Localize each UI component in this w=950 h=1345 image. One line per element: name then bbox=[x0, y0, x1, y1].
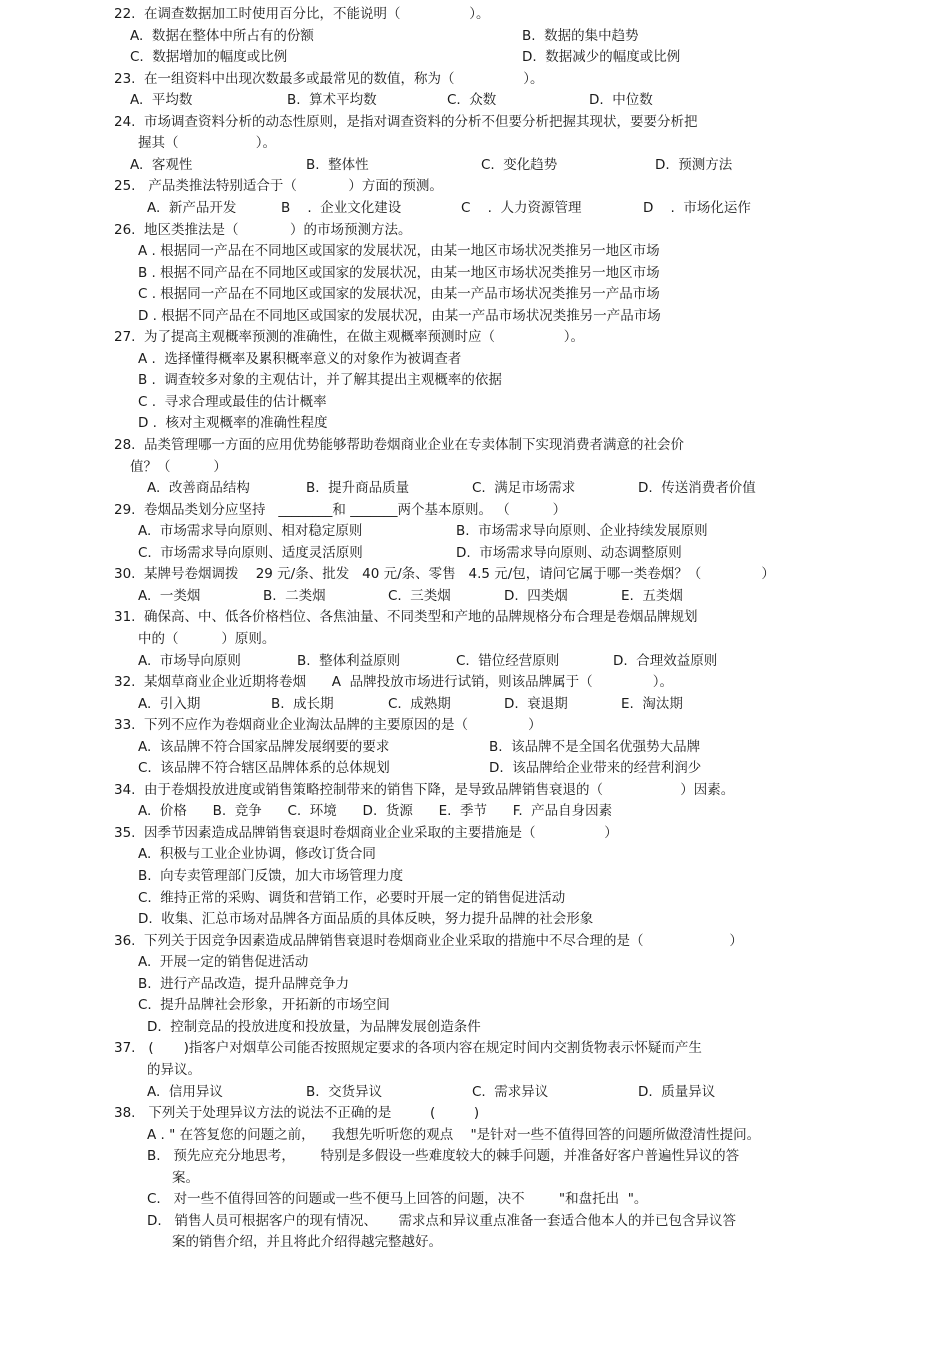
question-text: C . 人力资源管理 bbox=[461, 199, 582, 216]
question-text: C. 三类烟 bbox=[388, 587, 451, 604]
question-stem: 38. 下列关于处理异议方法的说法不正确的是 ( ) bbox=[114, 1105, 480, 1122]
question-stem: 23. 在一组资料中出现次数最多或最常见的数值，称为（ ）。 bbox=[114, 70, 544, 87]
question-text: A . 选择懂得概率及累积概率意义的对象作为被调查者 bbox=[138, 350, 462, 367]
question-text: B . 根据不同产品在不同地区或国家的发展状况，由某一地区市场状况类推另一地区市场 bbox=[138, 264, 660, 281]
question-stem: 29. 卷烟品类划分应坚持 ________和 _______两个基本原则。 （ ） bbox=[114, 501, 567, 518]
question-stem: 34. 由于卷烟投放进度或销售策略控制带来的销售下降，是导致品牌销售衰退的（ ）因素。 bbox=[114, 781, 735, 798]
question-stem: 35. 因季节因素造成品牌销售衰退时卷烟商业企业采取的主要措施是（ ） bbox=[114, 824, 618, 841]
question-text: D . 市场化运作 bbox=[643, 199, 751, 216]
question-text: D. 市场需求导向原则、动态调整原则 bbox=[456, 544, 682, 561]
question-text: A. 客观性 bbox=[130, 156, 193, 173]
question-stem: 36. 下列关于因竞争因素造成品牌销售衰退时卷烟商业企业采取的措施中不尽合理的是（ ） bbox=[114, 932, 743, 949]
question-stem: 32. 某烟草商业企业近期将卷烟 A 品牌投放市场进行试销，则该品牌属于（ ）。 bbox=[114, 674, 673, 691]
question-text: D. 控制竞品的投放进度和投放量，为品牌发展创造条件 bbox=[147, 1018, 481, 1035]
question-text: C. 数据增加的幅度或比例 bbox=[130, 49, 288, 66]
question-text: A. 新产品开发 bbox=[147, 199, 237, 216]
question-text: D. 四类烟 bbox=[504, 587, 568, 604]
question-text: B. 预先应充分地思考， 特别是多假设一些难度较大的棘手问题，并准备好客户普遍性异议的答 bbox=[147, 1148, 740, 1165]
question-text: D. 收集、汇总市场对品牌各方面品质的具体反映，努力提升品牌的社会形象 bbox=[138, 911, 594, 928]
question-stem: 30. 某牌号卷烟调拨 29 元/条、批发 40 元/条、零售 4.5 元/包，请问它属于哪一类卷烟？（ ） bbox=[114, 566, 775, 583]
question-text: E. 淘汰期 bbox=[621, 695, 683, 712]
question-text: E. 五类烟 bbox=[621, 587, 683, 604]
question-text: C. 满足市场需求 bbox=[472, 480, 576, 497]
question-text: D. 衰退期 bbox=[504, 695, 568, 712]
question-text: D . 根据不同产品在不同地区或国家的发展状况，由某一产品市场状况类推另一产品市场 bbox=[138, 307, 661, 324]
question-text: D. 质量异议 bbox=[638, 1083, 716, 1100]
question-text: D. 销售人员可根据客户的现有情况、 需求点和异议重点准备一套适合他本人的并已包含异议答 bbox=[147, 1212, 737, 1229]
question-text: C. 该品牌不符合辖区品牌体系的总体规划 bbox=[138, 760, 390, 777]
question-text: B. 该品牌不是全国名优强势大品牌 bbox=[489, 738, 701, 755]
question-text: D. 预测方法 bbox=[655, 156, 733, 173]
question-text: 值？（ ） bbox=[130, 458, 227, 475]
question-text: A. 积极与工业企业协调，修改订货合同 bbox=[138, 846, 376, 863]
question-text: A. 价格 B. 竞争 C. 环境 D. 货源 E. 季节 F. 产品自身因素 bbox=[138, 803, 613, 820]
question-text: B. 二类烟 bbox=[263, 587, 326, 604]
question-text: D. 传送消费者价值 bbox=[638, 480, 756, 497]
question-text: A. 一类烟 bbox=[138, 587, 201, 604]
question-text: B. 向专卖管理部门反馈，加大市场管理力度 bbox=[138, 868, 404, 884]
question-text: B. 进行产品改造，提升品牌竞争力 bbox=[138, 975, 350, 992]
question-stem: 37. ( )指客户对烟草公司能否按照规定要求的各项内容在规定时间内交割货物表示怀疑而产生 bbox=[114, 1040, 702, 1057]
question-text: B. 整体性 bbox=[306, 156, 369, 173]
question-text: 握其（ ）。 bbox=[138, 135, 276, 152]
question-text: B. 提升商品质量 bbox=[306, 480, 410, 497]
question-text: D. 该品牌给企业带来的经营利润少 bbox=[489, 760, 702, 777]
question-text: A. 引入期 bbox=[138, 695, 201, 712]
question-text: B. 数据的集中趋势 bbox=[522, 27, 639, 44]
question-text: A. 开展一定的销售促进活动 bbox=[138, 954, 309, 971]
question-text: D. 合理效益原则 bbox=[613, 652, 718, 669]
question-text: C. 需求异议 bbox=[472, 1083, 549, 1100]
question-text: C. 成熟期 bbox=[388, 695, 451, 712]
question-text: A . " 在答复您的问题之前， 我想先听听您的观点 "是针对一些不值得回答的问题所做澄清性提问。 bbox=[147, 1126, 761, 1143]
question-text: A . 根据同一产品在不同地区或国家的发展状况，由某一地区市场状况类推另一地区市场 bbox=[138, 243, 660, 260]
question-text: D. 中位数 bbox=[589, 92, 653, 109]
question-text: 案的销售介绍，并且将此介绍得越完整越好。 bbox=[172, 1234, 442, 1251]
question-text: B. 算术平均数 bbox=[287, 92, 377, 109]
question-text: A. 信用异议 bbox=[147, 1083, 223, 1100]
question-stem: 22. 在调查数据加工时使用百分比，不能说明（ ）。 bbox=[114, 6, 490, 22]
question-text: C. 变化趋势 bbox=[481, 156, 558, 173]
question-text: 中的（ ）原则。 bbox=[138, 630, 276, 647]
question-text: 的异议。 bbox=[147, 1061, 201, 1078]
question-text: A. 数据在整体中所占有的份额 bbox=[130, 27, 314, 44]
question-text: B. 市场需求导向原则、企业持续发展原则 bbox=[456, 523, 708, 540]
question-text: C. 对一些不值得回答的问题或一些不便马上回答的问题，决不 "和盘托出 "。 bbox=[147, 1191, 648, 1208]
question-stem: 25. 产品类推法特别适合于（ ）方面的预测。 bbox=[114, 178, 443, 195]
question-text: C. 错位经营原则 bbox=[456, 652, 560, 669]
question-stem: 27. 为了提高主观概率预测的准确性，在做主观概率预测时应（ ）。 bbox=[114, 329, 584, 346]
question-text: B. 成长期 bbox=[271, 695, 334, 712]
question-text: C. 提升品牌社会形象，开拓新的市场空间 bbox=[138, 997, 390, 1014]
question-stem: 33. 下列不应作为卷烟商业企业淘汰品牌的主要原因的是（ ） bbox=[114, 717, 542, 734]
question-text: B . 调查较多对象的主观估计，并了解其提出主观概率的依据 bbox=[138, 372, 502, 389]
question-text: A. 平均数 bbox=[130, 92, 193, 109]
question-text: B. 整体利益原则 bbox=[297, 652, 401, 669]
question-text: B . 企业文化建设 bbox=[281, 199, 402, 216]
question-stem: 24. 市场调查资料分析的动态性原则，是指对调查资料的分析不但要分析把握其现状，要要分析把 bbox=[114, 113, 698, 130]
question-text: C . 寻求合理或最佳的估计概率 bbox=[138, 393, 327, 410]
question-text: C. 维持正常的采购、调货和营销工作，必要时开展一定的销售促进活动 bbox=[138, 889, 566, 906]
question-text: C. 众数 bbox=[447, 92, 497, 109]
question-text: D. 数据减少的幅度或比例 bbox=[522, 49, 681, 66]
question-text: A. 该品牌不符合国家品牌发展纲要的要求 bbox=[138, 738, 390, 755]
question-text: B. 交货异议 bbox=[306, 1083, 383, 1100]
question-text: 案。 bbox=[172, 1169, 199, 1186]
question-text: C. 市场需求导向原则、适度灵活原则 bbox=[138, 544, 363, 561]
question-text: D . 核对主观概率的准确性程度 bbox=[138, 415, 328, 432]
question-stem: 26. 地区类推法是（ ）的市场预测方法。 bbox=[114, 221, 412, 238]
question-stem: 31. 确保高、中、低各价格档位、各焦油量、不同类型和产地的品牌规格分布合理是卷烟品牌规划 bbox=[114, 609, 698, 626]
question-text: A. 改善商品结构 bbox=[147, 480, 250, 497]
question-stem: 28. 品类管理哪一方面的应用优势能够帮助卷烟商业企业在专卖体制下实现消费者满意的社会价 bbox=[114, 437, 685, 453]
question-text: A. 市场导向原则 bbox=[138, 652, 241, 669]
question-text: C . 根据同一产品在不同地区或国家的发展状况，由某一产品市场状况类推另一产品市场 bbox=[138, 286, 660, 303]
question-text: A. 市场需求导向原则、相对稳定原则 bbox=[138, 523, 363, 540]
